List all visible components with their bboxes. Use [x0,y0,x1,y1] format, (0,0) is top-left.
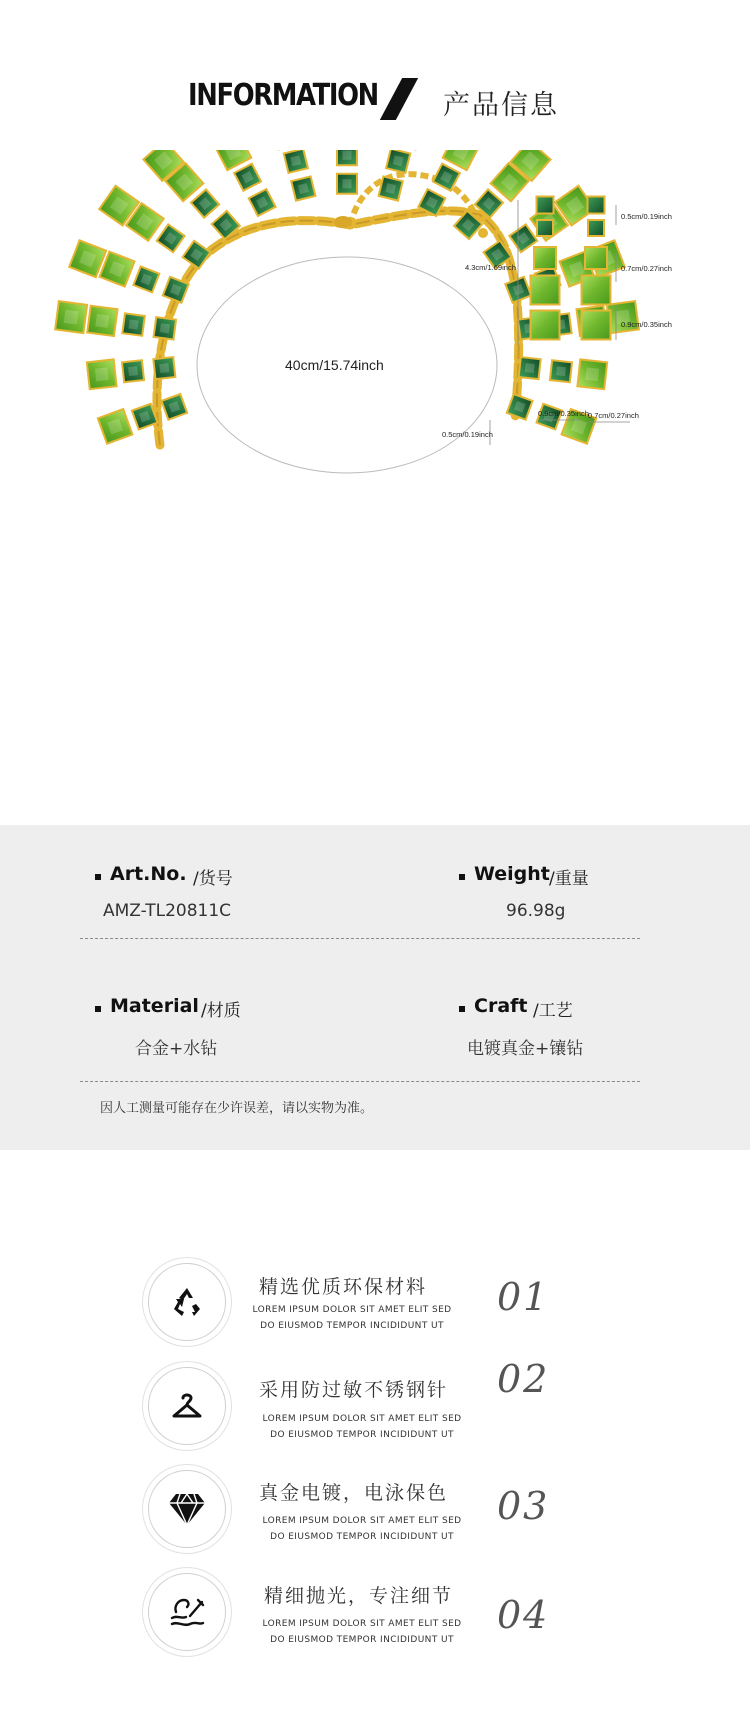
product-image [0,150,750,790]
gem-stone [54,300,88,334]
header-slash-divider [380,78,418,120]
feature-icon-circle [148,1573,226,1651]
feature-title: 真金电镀，电泳保色 [259,1482,449,1504]
art-no-label-cn: /货号 [193,869,233,889]
earring-gem [583,312,610,339]
feature-desc-line1: LOREM IPSUM DOLOR SIT AMET ELIT SED [262,1414,462,1424]
feature-desc-line1: LOREM IPSUM DOLOR SIT AMET ELIT SED [262,1516,462,1526]
craft-label: Craft [474,995,528,1017]
earring-mid-label: 0.7cm/0.27inch [621,264,672,273]
feature-title: 精细抛光，专注细节 [264,1585,454,1607]
gem-stone [160,393,188,421]
divider [80,1081,640,1082]
gem-stone [247,188,277,218]
gem-stone [336,173,358,195]
gem-stone [518,356,542,380]
earring-gem [586,248,606,268]
gem-stone [121,359,145,383]
weight-label-cn: /重量 [549,869,589,889]
feature-desc-line1: LOREM IPSUM DOLOR SIT AMET ELIT SED [252,1305,452,1315]
feature-desc-line2: DO EIUSMOD TEMPOR INCIDIDUNT UT [270,1635,454,1645]
gem-stone [155,223,186,254]
gem-stone [86,305,119,338]
header-title-en: INFORMATION [188,78,378,113]
gem-stone [290,175,317,202]
gem-stone [132,265,160,293]
gem-stone [549,359,573,383]
feature-number: 03 [497,1484,550,1528]
gem-stone [181,239,212,270]
bullet [95,874,101,880]
material-label: Material [110,995,199,1017]
feature-number: 01 [497,1275,550,1319]
gem-stone [233,162,263,192]
earring-gem [538,198,553,213]
necklace-stone-large-label: 0.9cm/0.35inch [538,409,589,418]
earring-bottom-label: 0.9cm/0.35inch [621,320,672,329]
earring-gem [589,198,604,213]
measurement-note: 因人工测量可能存在少许误差，请以实物为准。 [100,1101,374,1116]
feature-number: 04 [497,1593,550,1637]
art-no-value: AMZ-TL20811C [103,901,232,921]
feature-icon-circle [148,1367,226,1445]
feature-desc-line1: LOREM IPSUM DOLOR SIT AMET ELIT SED [262,1619,462,1629]
material-value: 合金+水钻 [135,1039,218,1059]
necklace-stone-width-label: 0.5cm/0.19inch [442,430,493,439]
header-title-cn: 产品信息 [443,90,559,121]
weight-label: Weight [474,863,550,885]
weight-value: 96.98g [506,901,566,921]
earring-gem [532,277,559,304]
bullet [95,1006,101,1012]
material-label-cn: /材质 [201,1001,241,1021]
earring-top-label: 0.5cm/0.19inch [621,212,672,221]
feature-icon-circle [148,1470,226,1548]
feature-icon-circle [148,1263,226,1341]
earring-length-label: 4.3cm/1.69inch [465,263,516,272]
gem-stone [336,150,358,166]
necklace-stone-medium-label: 0.7cm/0.27inch [588,411,639,420]
gem-stone [506,393,534,421]
earring-gem [538,221,552,235]
gem-stone [385,150,412,174]
necklace-size-label: 40cm/15.74inch [285,357,384,373]
polish-icon [168,1594,206,1630]
info-panel [0,825,750,1150]
feature-desc-line2: DO EIUSMOD TEMPOR INCIDIDUNT UT [270,1430,454,1440]
gem-stone [152,316,177,341]
divider [80,938,640,939]
gem-stone [283,150,310,174]
art-no-label: Art.No. [110,863,187,885]
gem-stone [86,358,118,390]
bullet [459,874,465,880]
hanger-icon [169,1388,205,1424]
recycle-icon [170,1285,204,1319]
bullet [459,1006,465,1012]
feature-desc-line2: DO EIUSMOD TEMPOR INCIDIDUNT UT [270,1532,454,1542]
craft-label-cn: /工艺 [533,1001,573,1021]
gem-stone [97,408,134,445]
feature-title: 精选优质环保材料 [259,1276,428,1298]
earring-gem [589,221,603,235]
gem-stone [576,358,608,390]
gem-stone [152,356,176,380]
earring-gem [583,277,610,304]
earring-gem [532,312,559,339]
gem-stone [121,312,146,337]
craft-value: 电镀真金+镶钻 [467,1039,584,1059]
feature-number: 02 [497,1357,550,1401]
feature-title: 采用防过敏不锈钢针 [259,1379,449,1401]
feature-desc-line2: DO EIUSMOD TEMPOR INCIDIDUNT UT [260,1321,444,1331]
gem-stone [377,175,404,202]
diamond-icon [167,1491,207,1527]
earring-gem [535,248,555,268]
